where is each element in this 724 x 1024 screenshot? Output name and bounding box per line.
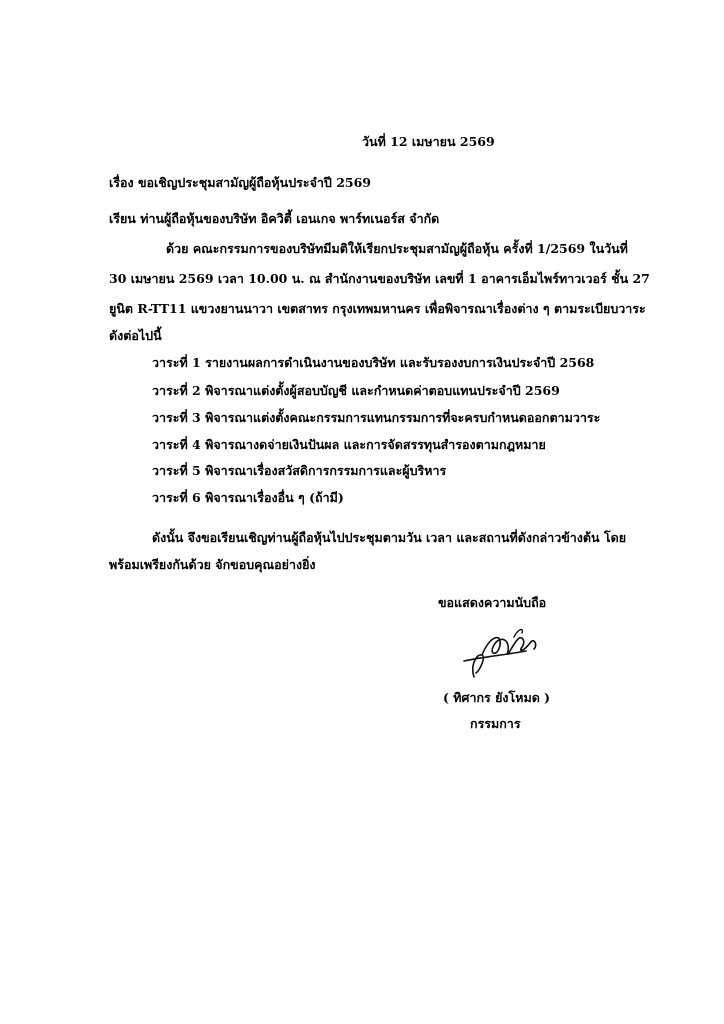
letter-date: วันที่ 12 เมษายน 2569 [362,134,495,149]
conclusion-line: ดังนั้น จึงขอเรียนเชิญท่านผู้ถือหุ้นไปประชุมตามวัน เวลา และสถานที่ดังกล่าวข้างต้น โดย [152,530,627,545]
agenda-item: วาระที่ 3 พิจารณาแต่งตั้งคณะกรรมการแทนกรรมการที่จะครบกำหนดออกตามวาระ [152,410,601,425]
agenda-item: วาระที่ 2 พิจารณาแต่งตั้งผู้สอบบัญชี และกำหนดค่าตอบแทนประจำปี 2569 [152,383,560,398]
intro-line: 30 เมษายน 2569 เวลา 10.00 น. ณ สำนักงานของบริษัท เลขที่ 1 อาคารเอ็มไพร์ทาวเวอร์ ชั้น 27 [109,271,650,286]
letter-subject: เรื่อง ขอเชิญประชุมสามัญผู้ถือหุ้นประจำปี 2569 [109,175,371,190]
signatory-position: กรรมการ [470,716,521,731]
handwritten-signature [452,615,552,685]
agenda-item: วาระที่ 5 พิจารณาเรื่องสวัสดิการกรรมการและผู้บริหาร [152,463,447,478]
agenda-item: วาระที่ 1 รายงานผลการดำเนินงานของบริษัท และรับรองงบการเงินประจำปี 2568 [152,355,595,370]
closing-phrase: ขอแสดงความนับถือ [438,595,547,610]
agenda-item: วาระที่ 4 พิจารณางดจ่ายเงินปันผล และการจัดสรรทุนสำรองตามกฎหมาย [152,437,546,452]
conclusion-line: พร้อมเพรียงกันด้วย จักขอบคุณอย่างยิ่ง [109,557,316,572]
signatory-name: ( ทิศากร ยังโหมด ) [443,690,551,705]
intro-line: ยูนิต R-TT11 แขวงยานนาวา เขตสาทร กรุงเทพมหานคร เพื่อพิจารณาเรื่องต่าง ๆ ตามระเบียบวาระ [109,301,646,316]
intro-line: ดังต่อไปนี้ [109,328,162,343]
intro-line: ด้วย คณะกรรมการของบริษัทมีมติให้เรียกประชุมสามัญผู้ถือหุ้น ครั้งที่ 1/2569 ในวันที่ [166,241,628,256]
agenda-item: วาระที่ 6 พิจารณาเรื่องอื่น ๆ (ถ้ามี) [152,490,344,505]
letter-recipient: เรียน ท่านผู้ถือหุ้นของบริษัท อิควิตี้ เอนเกจ พาร์ทเนอร์ส จำกัด [109,211,440,226]
